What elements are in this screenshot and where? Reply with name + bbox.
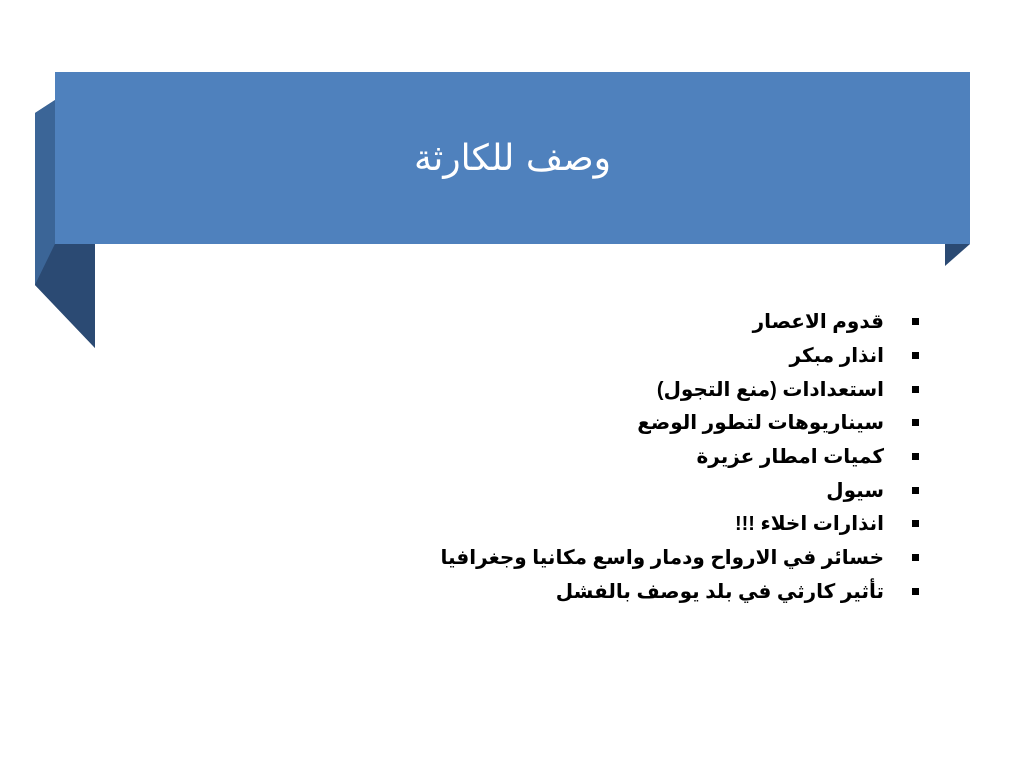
list-item bbox=[219, 541, 919, 575]
square-bullet-icon bbox=[912, 520, 919, 527]
list-item bbox=[219, 339, 919, 373]
square-bullet-icon bbox=[912, 487, 919, 494]
square-bullet-icon bbox=[912, 386, 919, 393]
ribbon-right-fold bbox=[945, 244, 970, 266]
list-item bbox=[219, 507, 919, 541]
slide-title: وصف للكارثة bbox=[413, 137, 612, 179]
list-item bbox=[219, 372, 919, 406]
bullet-text: انذارات اخلاء !!! bbox=[734, 513, 884, 536]
list-item bbox=[219, 406, 919, 440]
square-bullet-icon bbox=[912, 554, 919, 561]
bullet-text: سيول bbox=[826, 479, 884, 502]
square-bullet-icon bbox=[912, 453, 919, 460]
bullet-text: انذار مبكر bbox=[789, 345, 884, 368]
list-item bbox=[219, 473, 919, 507]
list-item bbox=[219, 440, 919, 474]
list-item bbox=[219, 305, 919, 339]
bullet-text: قدوم الاعصار bbox=[752, 311, 884, 334]
square-bullet-icon bbox=[912, 318, 919, 325]
square-bullet-icon bbox=[912, 419, 919, 426]
bullet-text: كميات امطار عزيرة bbox=[696, 446, 884, 469]
bullet-text: تأثير كارثي في بلد يوصف بالفشل bbox=[555, 580, 884, 603]
bullet-text: سيناريوهات لتطور الوضع bbox=[637, 412, 884, 435]
bullet-list bbox=[219, 305, 919, 608]
square-bullet-icon bbox=[912, 352, 919, 359]
bullet-text: خسائر في الارواح ودمار واسع مكانيا وجغرافيا bbox=[440, 547, 884, 570]
square-bullet-icon bbox=[912, 588, 919, 595]
bullet-text: استعدادات (منع التجول) bbox=[656, 378, 884, 401]
list-item bbox=[219, 575, 919, 609]
bullet-content bbox=[219, 305, 919, 608]
